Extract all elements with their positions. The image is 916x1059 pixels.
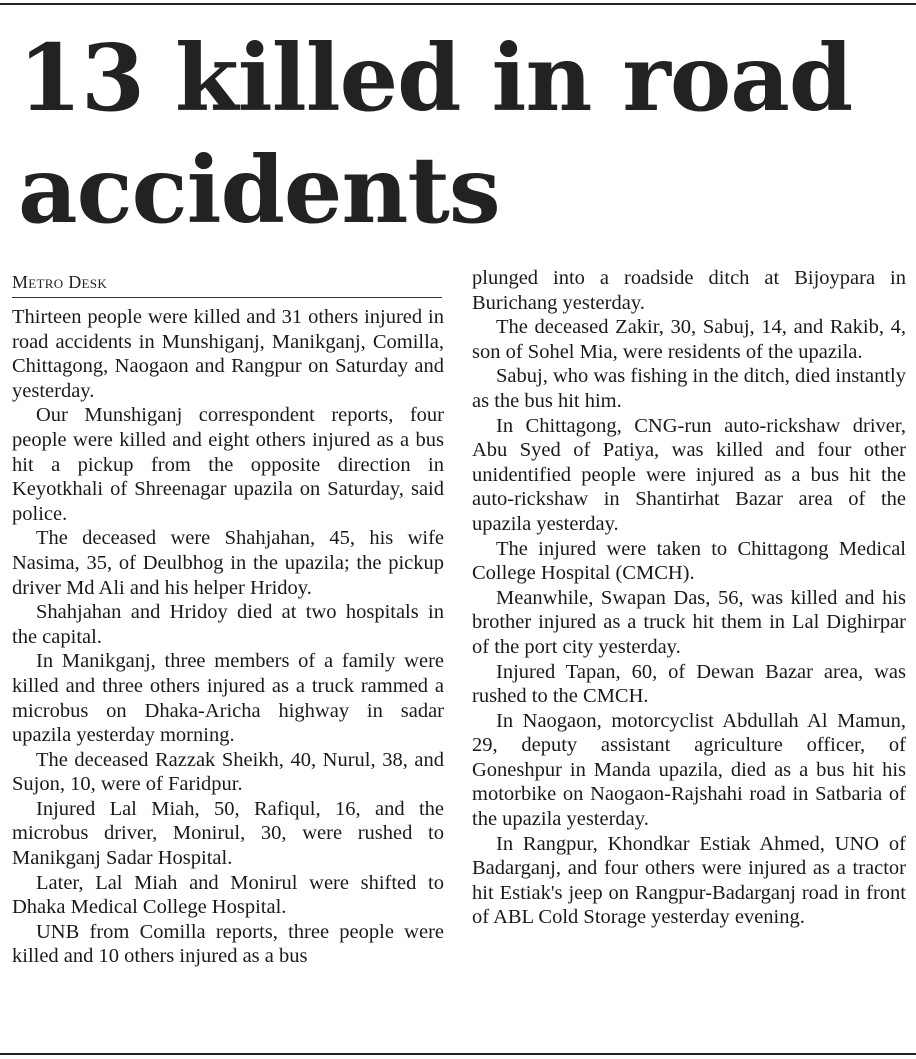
paragraph: In Rangpur, Khondkar Estiak Ahmed, UNO of Badarganj, and four others were injured as a tractor hit Estiak's jeep on Rangpur-Badarganj road in front of ABL Cold Storage yesterday evening.	[472, 832, 906, 929]
paragraph: In Naogaon, motorcyclist Abdullah Al Mamun, 29, deputy assistant agriculture officer, of Goneshpur in Manda upazila, died as a bus hit his motorbike on Naogaon-Rajshahi road in Satbaria of the upazila yesterday.	[472, 709, 906, 831]
paragraph: Injured Lal Miah, 50, Rafiqul, 16, and the microbus driver, Monirul, 30, were rushed to Manikganj Sadar Hospital.	[12, 797, 444, 870]
paragraph: The injured were taken to Chittagong Medical College Hospital (CMCH).	[472, 537, 906, 585]
byline: Metro Desk	[12, 272, 442, 298]
paragraph: plunged into a roadside ditch at Bijoypara in Burichang yesterday.	[472, 267, 906, 314]
paragraph: The deceased were Shahjahan, 45, his wife Nasima, 35, of Deulbhog in the upazila; the pickup driver Md Ali and his helper Hridoy.	[12, 527, 444, 599]
paragraph: Shahjahan and Hridoy died at two hospitals in the capital.	[12, 601, 444, 648]
article-column-left	[12, 305, 444, 969]
bottom-rule	[0, 1053, 916, 1055]
paragraph: Thirteen people were killed and 31 others injured in road accidents in Munshiganj, Manikganj, Comilla, Chittagong, Naogaon and Rangpur on Saturday and yesterday.	[12, 306, 444, 402]
paragraph: The deceased Razzak Sheikh, 40, Nurul, 38, and Sujon, 10, were of Faridpur.	[12, 748, 444, 796]
paragraph: In Chittagong, CNG-run auto-rickshaw driver, Abu Syed of Patiya, was killed and four other unidentified people were injured as a bus hit the auto-rickshaw in Shantirhat Bazar area of the upazila yesterday.	[472, 414, 906, 535]
paragraph: Injured Tapan, 60, of Dewan Bazar area, was rushed to the CMCH.	[472, 660, 906, 708]
paragraph: Later, Lal Miah and Monirul were shifted to Dhaka Medical College Hospital.	[12, 871, 444, 919]
headline: 13 killed in road accidents	[18, 24, 853, 244]
top-rule	[0, 3, 916, 5]
paragraph: Sabuj, who was fishing in the ditch, died instantly as the bus hit him.	[472, 365, 906, 412]
paragraph: Our Munshiganj correspondent reports, four people were killed and eight others injured as a bus hit a pickup from the opposite direction in Keyotkhali of Shreenagar upazila on Saturday, said police.	[12, 404, 444, 525]
paragraph: UNB from Comilla reports, three people were killed and 10 others injured as a bus	[12, 920, 444, 968]
paragraph: In Manikganj, three members of a family were killed and three others injured as a truck rammed a microbus on Dhaka-Aricha highway in sadar upazila yesterday morning.	[12, 650, 444, 747]
article-column-right	[472, 266, 906, 930]
paragraph: Meanwhile, Swapan Das, 56, was killed and his brother injured as a truck hit them in Lal Dighirpar of the port city yesterday.	[472, 586, 906, 658]
paragraph: The deceased Zakir, 30, Sabuj, 14, and Rakib, 4, son of Sohel Mia, were residents of the upazila.	[472, 316, 906, 363]
